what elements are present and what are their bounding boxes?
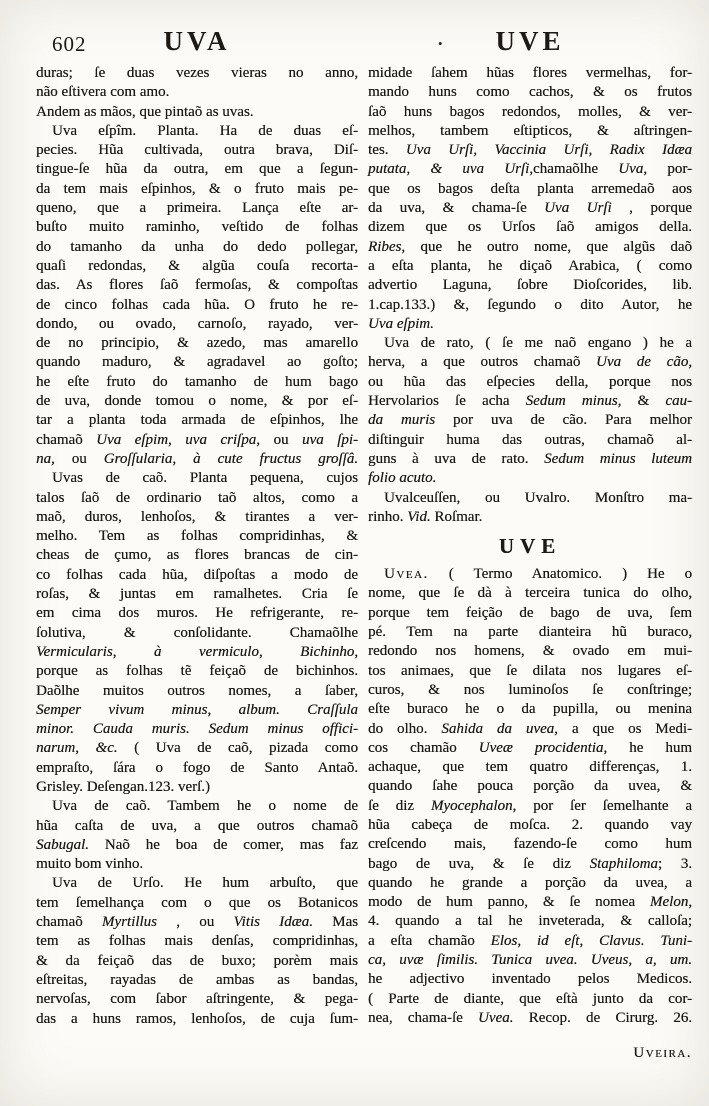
text-line: folio acuto. xyxy=(368,470,437,487)
text-line: minor. Cauda muris. Sedum minus offici- xyxy=(36,721,358,738)
text-line: eſtreitas, rayadas de ambas as bandas, xyxy=(36,971,358,988)
text-line: dondo, ou ovado, carnoſo, rayado, ver- xyxy=(36,315,358,332)
text-line: tingue-ſe hũa da outra, em que a ſegun- xyxy=(36,161,358,178)
text-line: bago de uva, & ſe diz Staphiloma; 3. xyxy=(368,855,692,872)
text-line: tes. Uva Urſi, Vaccinia Urſi, Radix Idæa xyxy=(368,142,692,159)
text-line: ou hũa das eſpecies della, porque nos xyxy=(368,373,692,390)
text-line: chamaõ Myrtillus , ou Vitis Idæa. Mas xyxy=(36,914,359,931)
text-line: de no principio, & azedo, mas amarello xyxy=(36,335,358,352)
text-line: porque tem feição de bago de uva, ſem xyxy=(368,604,692,621)
text-line: Uvas de caõ. Planta pequena, cujos xyxy=(52,470,358,487)
section-heading: UVE xyxy=(498,534,562,559)
text-line: modo de hum panno, & ſe nomea Melon, xyxy=(368,894,692,911)
text-line: quando ſahe pouca porção da uvea, & xyxy=(368,778,692,795)
catchword: Uveira. xyxy=(633,1045,692,1062)
text-line: eſte buraco he o da pupilla, ou menina xyxy=(368,701,692,718)
text-line: achaque, que tem quatro differenças, 1. xyxy=(368,759,692,776)
text-line: cheas de çumo, as flores brancas de cin- xyxy=(36,547,358,564)
text-line: Grisley. Deſengan.123. verſ.) xyxy=(36,778,210,795)
text-line: tos animaes, que ſe dilata nos lugares eſ- xyxy=(368,662,692,679)
text-line: da tem mais eſpinhos, & o fruto mais pe- xyxy=(36,180,358,197)
text-line: melho. Tem as folhas compridinhas, & xyxy=(36,528,358,545)
text-line: Uva de rato, ( ſe me naõ engano ) he a xyxy=(384,335,692,352)
text-line: quando he grande a porção da uvea, a xyxy=(368,874,692,891)
text-line: roſas, & juntas em ramalhetes. Cria ſe xyxy=(36,586,358,603)
text-line: de uva, donde tomou o nome, & por eſ- xyxy=(36,393,358,410)
separator-dot: • xyxy=(438,36,443,51)
text-line: Uva eſpim. xyxy=(368,315,434,332)
text-line: diſtinguir huma das outras, chamaõ al- xyxy=(368,431,692,448)
text-line: guns à uva de rato. Sedum minus luteum xyxy=(368,450,692,467)
text-line: Vermicularis, à vermiculo, Bichinho, xyxy=(36,643,359,660)
text-line: Uva eſpîm. Planta. Ha de duas eſ- xyxy=(52,122,358,139)
text-line: nome, que ſe dà à terceira tunica do olho, xyxy=(368,585,692,602)
text-line: ( Parte de diante, que eſtà junto da cor- xyxy=(368,990,692,1007)
text-line: redondo nos homens, & ovado em mui- xyxy=(368,643,692,660)
text-line: herva, a que outros chamaõ Uva de cão, xyxy=(368,354,692,371)
text-line: quando maduro, & agradavel ao goſto; xyxy=(36,354,358,371)
text-line: nea, chama-ſe Uvea. Recop. de Cirurg. 26. xyxy=(368,1009,692,1026)
text-line: dizem que os Urſos ſaõ amigos della. xyxy=(368,219,692,236)
text-line: Hervolarios ſe acha Sedum minus, & cau- xyxy=(368,393,693,410)
column-right xyxy=(368,64,692,1064)
text-line: narum, &c. ( Uva de caõ, pizada como xyxy=(36,740,358,757)
text-line: das. As flores ſaõ fermoſas, & compoſtas xyxy=(36,277,358,294)
text-line: tem ſemelhança com o que os Botanicos xyxy=(36,894,358,911)
text-line: buſto muito raminho, veſtido de folhas xyxy=(36,219,358,236)
text-line: das a huns ramos, lenhoſos, de cuja ſum- xyxy=(36,1010,358,1027)
text-line: em cima dos muros. He refrigerante, re- xyxy=(36,605,358,622)
text-line: a eſta chamão Elos, id eſt, Clavus. Tuni- xyxy=(368,932,692,949)
text-line: Sabugal. Naõ he boa de comer, mas faz xyxy=(36,836,358,853)
running-head-right: UVE xyxy=(495,26,565,56)
text-line: que os bagos deſta planta arremedaõ aos xyxy=(368,180,692,197)
text-line: não eſtivera com amo. xyxy=(36,84,170,101)
text-line: 4. quando a tal he inveterada, & calloſa; xyxy=(368,913,692,930)
column-left xyxy=(36,64,358,1029)
text-line: hũa cabeça de moſca. 2. quando vay xyxy=(368,816,692,833)
running-head-left: UVA xyxy=(163,26,231,56)
text-line: ſolutiva, & conſolidante. Chamaõlhe xyxy=(36,624,358,641)
text-line: mando huns como cachos, & os frutos xyxy=(368,84,692,101)
text-line: empraſto, ſára o fogo de Santo Antaõ. xyxy=(36,759,358,776)
text-line: tar a planta toda armada de eſpinhos, lhe xyxy=(36,412,358,429)
text-line: he eſte fruto do tamanho de hum bago xyxy=(36,373,358,390)
text-line: a eſta planta, he diçaõ Arabica, ( como xyxy=(368,257,692,274)
text-line: ca, uvæ ſimilis. Tunica uvea. Uveus, a, um. xyxy=(368,952,692,969)
text-line: Daõlhe muitos outros nomes, a ſaber, xyxy=(36,682,358,699)
text-line: quaſi redondas, & algũa couſa recorta- xyxy=(36,257,358,274)
text-line: ſe diz Myocephalon, por ſer ſemelhante a xyxy=(368,797,692,814)
text-line: chamaõ Uva eſpim, uva criſpa, ou uva ſpi- xyxy=(36,431,358,448)
text-line: Uvea. ( Termo Anatomico. ) He o xyxy=(384,566,692,583)
text-line: pé. Tem na parte dianteira hũ buraco, xyxy=(368,624,692,641)
text-line: 1.cap.133.) &, ſegundo o dito Autor, he xyxy=(368,296,692,313)
text-line: melhos, tambem eſtipticos, & aſtringen- xyxy=(368,122,692,139)
text-line: midade ſahem hũas flores vermelhas, for- xyxy=(368,65,692,81)
text-line: co folhas cada hũa, diſpoſtas a modo de xyxy=(36,566,358,583)
text-line: Uva de caõ. Tambem he o nome de xyxy=(52,798,358,815)
page-number: 602 xyxy=(52,32,87,56)
text-line: da muris por uva de cão. Para melhor xyxy=(368,412,692,429)
text-line: curos, & nos luminoſos ſe conſtringe; xyxy=(368,681,692,698)
text-line: creſcendo mais, fazendo-ſe como hum xyxy=(368,836,692,853)
text-line: rinho. Vid. Roſmar. xyxy=(368,508,483,525)
text-line: de cinco folhas cada hũa. O fruto he re- xyxy=(36,296,358,313)
text-line: cos chamão Uveæ procidentia, he hum xyxy=(368,739,693,756)
text-line: do olho. Sahida da uvea, a que os Medi- xyxy=(368,720,693,737)
text-line: he adjectivo inventado pelos Medicos. xyxy=(368,971,692,988)
text-line: Semper vivum minus, album. Craſſula xyxy=(36,701,358,718)
text-line: ſaõ huns bagos redondos, molles, & ver- xyxy=(368,103,692,120)
text-line: putata, & uva Urſi,chamaõlhe Uva, por- xyxy=(368,161,692,178)
text-line: duras; ſe duas vezes vieras no anno, xyxy=(36,65,358,81)
text-line: da uva, & chama-ſe Uva Urſi , porque xyxy=(368,200,692,217)
text-line: hũa caſta de uva, a que outros chamaõ xyxy=(36,817,358,834)
text-line: Ribes, que he outro nome, que algũs daõ xyxy=(368,238,692,255)
text-line: na, ou Groſſularia, à cute fructus groſſâ. xyxy=(36,450,358,467)
text-line: tem as folhas mais denſas, compridinhas, xyxy=(36,933,358,950)
text-line: advertio Laguna, ſobre Dioſcorides, lib. xyxy=(368,277,692,294)
text-line: maõ, duros, lenhoſos, & tirantes a ver- xyxy=(36,508,358,525)
text-line: Uvalceuſſen, ou Uvalro. Monſtro ma- xyxy=(384,489,692,506)
text-line: Andem as mãos, que pintaõ as uvas. xyxy=(36,103,254,120)
text-line: nervoſas, com ſabor aſtringente, & pega- xyxy=(36,991,358,1008)
text-line: porque as folhas tẽ feiçaõ de bichinhos. xyxy=(36,663,358,680)
text-line: do tamanho da unha do dedo pollegar, xyxy=(36,238,358,255)
text-line: talos ſaõ de ordinario taõ altos, como a xyxy=(36,489,358,506)
text-line: pecies. Hũa cultivada, outra brava, Diſ- xyxy=(36,142,358,159)
text-line: muito bom vinho. xyxy=(36,856,144,873)
text-line: & da feiçaõ das de buxo; porèm mais xyxy=(36,952,358,969)
text-line: Uva de Urſo. He hum arbuſto, que xyxy=(52,875,358,892)
text-line: queno, que a primeira. Lança eſte ar- xyxy=(36,200,358,217)
